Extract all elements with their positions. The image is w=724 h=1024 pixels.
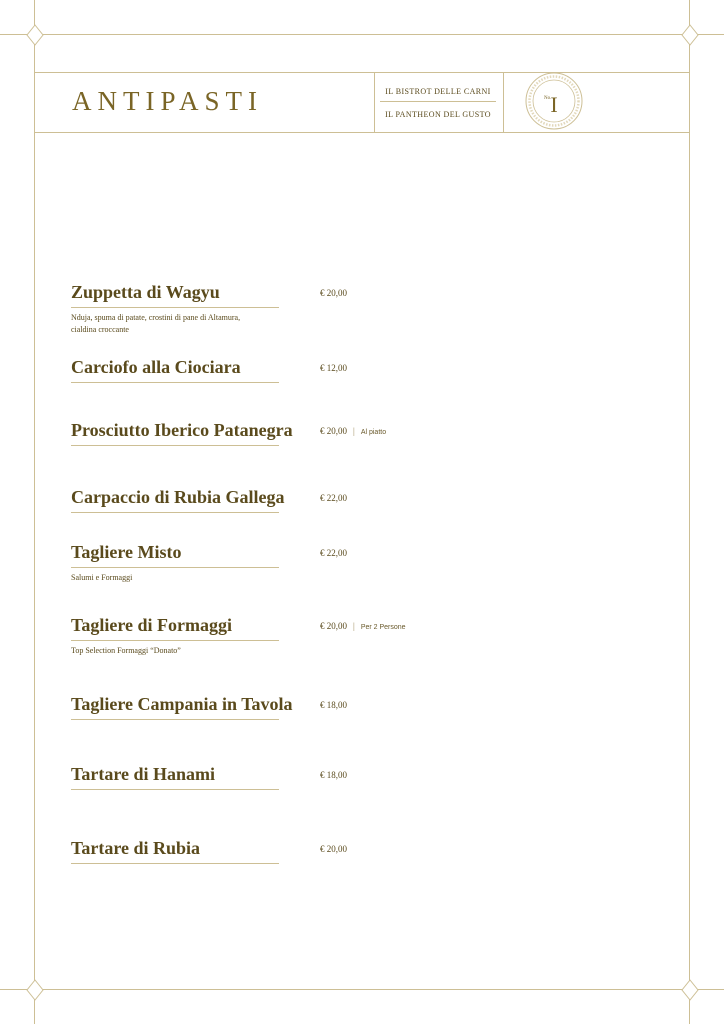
item-underline [71, 512, 279, 513]
item-name: Carpaccio di Rubia Gallega [71, 487, 285, 507]
menu-item [71, 355, 491, 383]
item-underline [71, 307, 279, 308]
menu-item [71, 418, 491, 446]
item-name: Tagliere di Formaggi [71, 615, 232, 635]
menu-item [71, 836, 491, 864]
item-note: Per 2 Persone [360, 624, 406, 631]
frame-right-line [689, 0, 690, 1024]
header-bottom-rule [34, 132, 690, 133]
seal-logo-icon [514, 70, 594, 132]
frame-bottom-line [0, 989, 724, 990]
item-price-row [320, 700, 347, 710]
menu-item [71, 692, 491, 720]
item-price: € 18,00 [320, 770, 347, 780]
item-price: € 20,00 [320, 426, 347, 436]
item-price-row [320, 426, 386, 436]
item-price: € 20,00 [320, 621, 347, 631]
item-price: € 22,00 [320, 493, 347, 503]
menu-item [71, 540, 491, 584]
item-name: Tagliere Misto [71, 542, 182, 562]
item-price-row [320, 548, 347, 558]
seal-no-mark: No. [544, 96, 552, 101]
corner-diamond-top-left [26, 24, 44, 46]
item-underline [71, 640, 279, 641]
page-title: ANTIPASTI [72, 86, 264, 116]
item-price-row [320, 493, 347, 503]
item-description: Top Selection Formaggi “Donato” [71, 646, 181, 655]
item-underline [71, 719, 279, 720]
brand-box [374, 72, 504, 132]
item-price: € 20,00 [320, 844, 347, 854]
item-price-row [320, 363, 347, 373]
item-price-row [320, 288, 347, 298]
corner-diamond-bottom-right [681, 979, 699, 1001]
item-price: € 20,00 [320, 288, 347, 298]
menu-item [71, 613, 491, 657]
item-underline [71, 445, 279, 446]
price-separator: | [353, 426, 355, 436]
item-note: Al piatto [360, 429, 387, 436]
brand-line-2: IL PANTHEON DEL GUSTO [385, 110, 491, 119]
item-name: Tagliere Campania in Tavola [71, 694, 293, 714]
item-price: € 12,00 [320, 363, 347, 373]
item-price: € 22,00 [320, 548, 347, 558]
frame-top-line [0, 34, 724, 35]
item-underline [71, 567, 279, 568]
item-price: € 18,00 [320, 700, 347, 710]
item-price-row [320, 770, 347, 780]
price-separator: | [353, 621, 355, 631]
item-underline [71, 382, 279, 383]
item-name: Tartare di Hanami [71, 764, 216, 784]
item-price-row [320, 621, 406, 631]
menu-item [71, 280, 491, 336]
frame-left-line [34, 0, 35, 1024]
seal-numeral: I [550, 92, 558, 117]
item-name: Prosciutto Iberico Patanegra [71, 420, 293, 440]
menu-item [71, 762, 491, 790]
corner-diamond-bottom-left [26, 979, 44, 1001]
brand-line-1: IL BISTROT DELLE CARNI [385, 87, 491, 96]
item-description: Salumi e Formaggi [71, 573, 133, 582]
item-underline [71, 863, 279, 864]
item-price-row [320, 844, 347, 854]
item-name: Zuppetta di Wagyu [71, 282, 220, 302]
menu-item [71, 485, 491, 513]
item-name: Carciofo alla Ciociara [71, 357, 241, 377]
corner-diamond-top-right [681, 24, 699, 46]
item-description: Nduja, spuma di patate, crostini di pane di Altamura, cialdina croccante [71, 313, 241, 334]
brand-divider [380, 101, 496, 102]
item-name: Tartare di Rubia [71, 838, 201, 858]
item-underline [71, 789, 279, 790]
